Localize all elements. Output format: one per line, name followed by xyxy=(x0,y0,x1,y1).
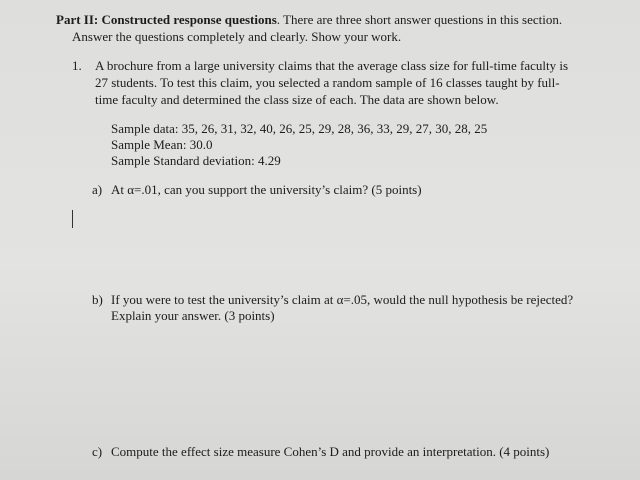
part-b-label: b) xyxy=(92,292,103,307)
part-c-label: c) xyxy=(92,444,103,459)
part-a-label: a) xyxy=(92,182,103,197)
question-line-1: A brochure from a large university claims that the average class size for full-time faculty is xyxy=(95,58,569,73)
sample-mean: Sample Mean: 30.0 xyxy=(111,137,213,152)
part-b-text-1: If you were to test the university’s claim at α=.05, would the null hypothesis be rejected? xyxy=(111,292,574,307)
part-instructions: Answer the questions completely and clearly. Show your work. xyxy=(72,29,402,44)
question-number: 1. xyxy=(72,58,82,73)
part-a-text: At α=.01, can you support the university’s claim? (5 points) xyxy=(111,182,422,197)
part-title-rest: . There are three short answer questions in this section. xyxy=(276,12,563,27)
part-c-text: Compute the effect size measure Cohen’s D and provide an interpretation. (4 points) xyxy=(111,444,550,459)
part-b-text-2: Explain your answer. (3 points) xyxy=(111,308,275,323)
part-header xyxy=(56,11,562,28)
part-title: Part II: Constructed response questions xyxy=(56,12,277,27)
question-line-3: time faculty and determined the class size of each. The data are shown below. xyxy=(95,92,499,107)
text-cursor[interactable] xyxy=(72,210,73,228)
question-line-2: 27 students. To test this claim, you selected a random sample of 16 classes taught by full- xyxy=(95,75,560,90)
sample-data: Sample data: 35, 26, 31, 32, 40, 26, 25, 29, 28, 36, 33, 29, 27, 30, 28, 25 xyxy=(111,121,488,136)
sample-sd: Sample Standard deviation: 4.29 xyxy=(111,153,281,168)
